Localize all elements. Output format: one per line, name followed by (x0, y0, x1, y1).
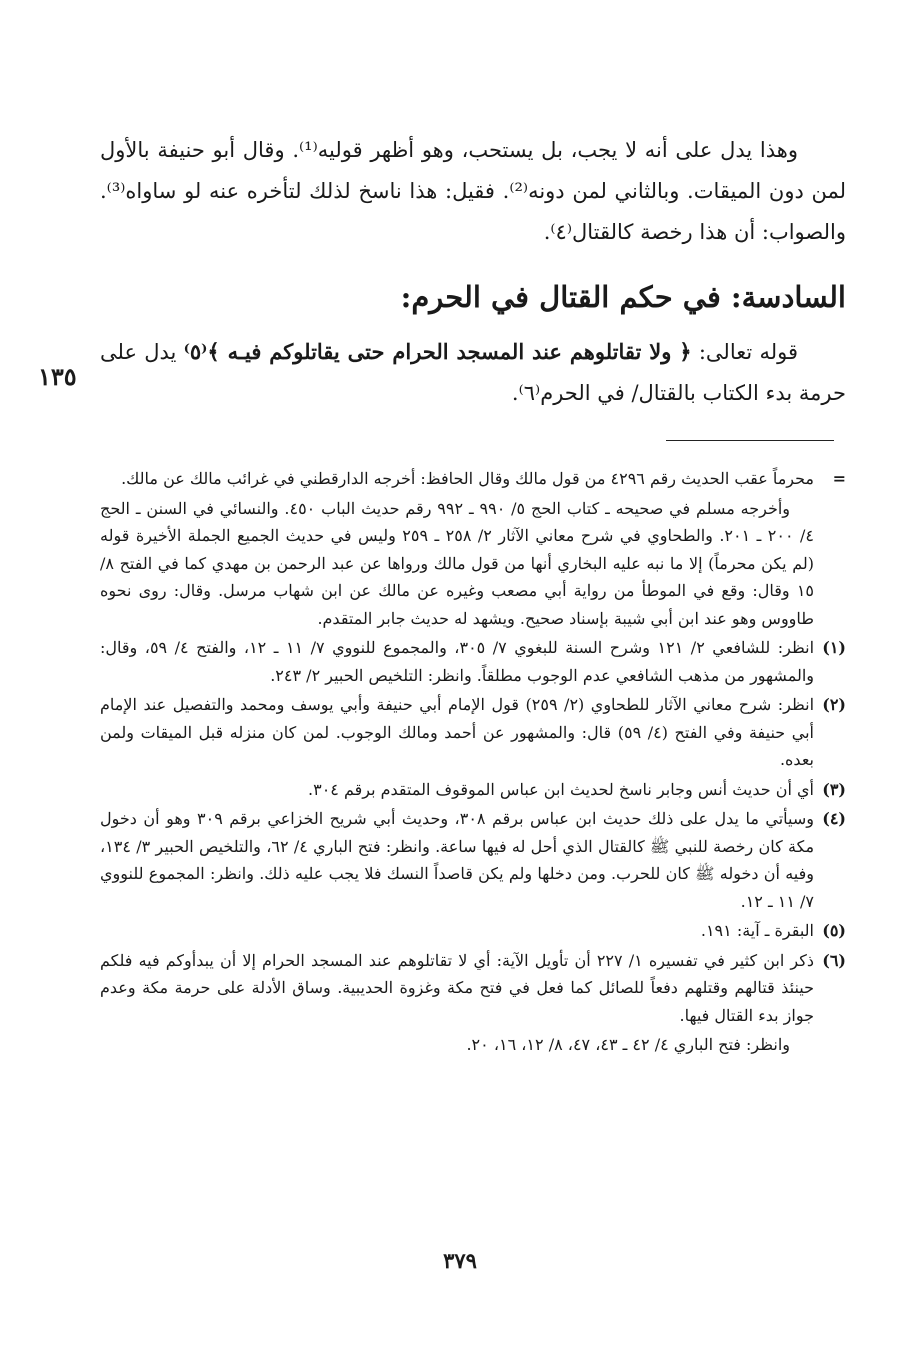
margin-page-reference: ١٣٥ (38, 362, 77, 391)
continuation-marker: = (832, 469, 846, 488)
footnote-separator (666, 440, 834, 441)
footnote-final-sub: وانظر: فتح الباري ٤/ ٤٢ ـ ٤٣، ٤٧، ٨/ ١٢، ١٦، ٢٠. (466, 1035, 790, 1054)
main-text (100, 130, 846, 253)
footnote-text: ذكر ابن كثير في تفسيره ١/ ٢٢٧ أن تأويل الآية: أي لا تقاتلوهم عند المسجد الحرام إلا أن يبدأوكم فيه فلكم حينئذ قتالهم وقتلهم دفعاً للصائل كما فعل في فتح مكة وغزوة الحديبية. وساق الأدلة على حرمة مكة وعدم جواز بدء القتال فيها. (100, 950, 814, 1025)
footnote-text: أي أن حديث أنس وجابر ناسخ لحديث ابن عباس الموقوف المتقدم برقم ٣٠٤. (308, 779, 814, 799)
footnote-number: (٢) (822, 695, 846, 714)
footnote-number: (٦) (822, 950, 846, 970)
footnote-continuation (100, 465, 846, 493)
footnote-text: وسيأتي ما يدل على ذلك حديث ابن عباس برقم ٣٠٨، وحديث أبي شريح الخزاعي برقم ٣٠٩ وهو أن دخول مكة كان رخصة للنبي ﷺ كالقتال الذي أحل له فيها ساعة. وانظر: فتح الباري ٤/ ٦٢، والتلخيص الحبير ٣/ ١٣٤، وفيه أن دخوله ﷺ كان للحرب. ومن دخلها ولم يكن قاصداً النسك فلا يجب عليه ذلك. وانظر: المجموع للنووي ٧/ ١١ ـ ١٢. (100, 809, 815, 911)
footnote-item (100, 634, 846, 689)
footnote-item (100, 776, 846, 804)
verse-commentary: يدل على حرمة بدء الكتاب بالقتال/ في الحرم⁽٦⁾. (100, 340, 846, 405)
footnotes (100, 465, 846, 1061)
main-paragraph: وهذا يدل على أنه لا يجب، بل يستحب، وهو أظهر قوليه⁽¹⁾. وقال أبو حنيفة بالأول لمن دون الميقات. وبالثاني لمن دونه⁽²⁾. فقيل: هذا ناسخ لذلك لتأخره عنه لو ساواه⁽³⁾. والصواب: أن هذا رخصة كالقتال⁽٤⁾. (100, 138, 847, 244)
footnote-item (100, 805, 846, 915)
footnote-number: (٣) (822, 779, 846, 799)
quran-verse: ﴿ ولا تقاتلوهم عند المسجد الحرام حتى يقاتلوكم فيـه ﴾⁽٥⁾ (183, 339, 692, 364)
footnote-number: (٥) (822, 921, 846, 940)
footnote-item (100, 691, 846, 774)
continuation-text: محرماً عقب الحديث رقم ٤٢٩٦ من قول مالك وقال الحافظ: أخرجه الدارقطني في غرائب مالك عن مالك. (121, 469, 814, 488)
page-number: ٣٧٩ (443, 1248, 477, 1273)
footnote-item (100, 947, 846, 1030)
footnote-text: البقرة ـ آية: ١٩١. (700, 921, 814, 940)
footnote-text: انظر: للشافعي ٢/ ١٢١ وشرح السنة للبغوي ٧/ ٣٠٥، والمجموع للنووي ٧/ ١١ ـ ١٢، والفتح ٤/ ٥٩، وقال: والمشهور من مذهب الشافعي عدم الوجوب مطلقاً. وانظر: التلخيص الحبير ٢/ ٢٤٣. (100, 638, 815, 685)
footnote-continuation-sub: وأخرجه مسلم في صحيحه ـ كتاب الحج ٥/ ٩٩٠ ـ ٩٩٢ رقم حديث الباب ٤٥٠. والنسائي في السنن ـ الحج ٤/ ٢٠٠ ـ ٢٠١. والطحاوي في شرح معاني الآثار ٢/ ٢٥٨ ـ ٢٥٩ وليس في حديث الجميع الجملة الأخيرة قوله (لم يكن محرماً) إلا ما نبه عليه البخاري أنها من قول مالك ورواها عن عبد الرحمن بن مهدي كما في الفتح ٨/ ١٥ وقال: وقع في الموطأ من رواية أبي مصعب وغيره عن مالك عن ابن شهاب مرسل. وقال: روى نحوه طاووس وهو عند ابن أبي شيبة بإسناد صحيح. ويشهد له حديث جابر المتقدم. (100, 498, 815, 628)
footnote-item (100, 917, 846, 945)
footnote-text: انظر: شرح معاني الآثار للطحاوي (٢/ ٢٥٩) قول الإمام أبي حنيفة وأبي يوسف ومحمد والتفصيل عند الإمام أبي حنيفة وفي الفتح (٤/ ٥٩) قال: والمشهور عن أحمد ومالك الوجوب. لمن كان منزله قبل الميقات ولمن بعده. (100, 695, 815, 769)
footnote-number: (٤) (822, 809, 846, 828)
section-heading: السادسة: في حكم القتال في الحرم: (400, 280, 846, 314)
verse-paragraph (100, 331, 846, 414)
verse-intro: قوله تعالى: (691, 340, 798, 364)
footnote-number: (١) (822, 638, 846, 657)
